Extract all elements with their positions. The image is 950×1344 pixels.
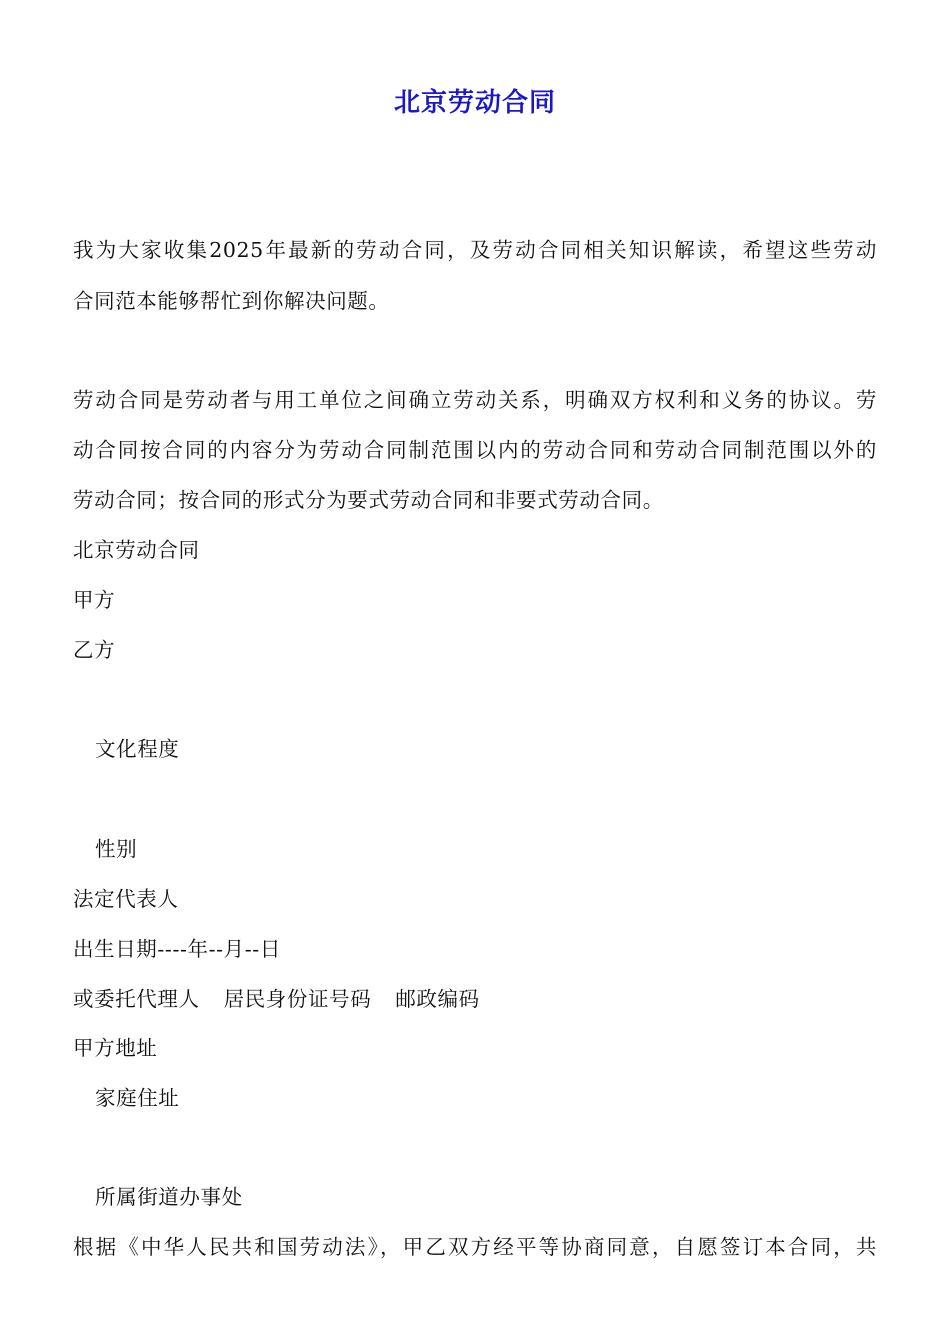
legal-representative-label: 法定代表人 bbox=[73, 887, 179, 911]
party-a-label: 甲方 bbox=[73, 588, 116, 612]
agent-row bbox=[73, 985, 480, 1013]
document-title: 北京劳动合同 bbox=[393, 88, 556, 118]
party-b-label: 乙方 bbox=[73, 638, 116, 662]
street-office-label: 所属街道办事处 bbox=[95, 1185, 243, 1209]
intro-line-2: 合同范本能够帮忙到你解决问题。 bbox=[73, 289, 390, 313]
education-label: 文化程度 bbox=[95, 737, 180, 761]
intro-line-1: 我为大家收集2025年最新的劳动合同，及劳动合同相关知识解读，希望这些劳动 bbox=[73, 238, 877, 262]
definition-line-2: 动合同按合同的内容分为劳动合同制范围以内的劳动合同和劳动合同制范围以外的 bbox=[73, 438, 877, 462]
agent-label: 或委托代理人 bbox=[73, 987, 200, 1011]
definition-line-1: 劳动合同是劳动者与用工单位之间确立劳动关系，明确双方权利和义务的协议。劳 bbox=[73, 388, 877, 412]
id-number-label: 居民身份证号码 bbox=[223, 987, 372, 1011]
postal-code-label: 邮政编码 bbox=[395, 987, 480, 1011]
definition-line-3: 劳动合同；按合同的形式分为要式劳动合同和非要式劳动合同。 bbox=[73, 488, 664, 512]
contract-heading: 北京劳动合同 bbox=[73, 538, 200, 562]
party-a-address-label: 甲方地址 bbox=[73, 1036, 158, 1060]
birth-date-label: 出生日期----年--月--日 bbox=[73, 937, 281, 961]
home-address-label: 家庭住址 bbox=[95, 1086, 180, 1110]
law-basis-line: 根据《中华人民共和国劳动法》，甲乙双方经平等协商同意，自愿签订本合同，共 bbox=[73, 1235, 877, 1259]
gender-label: 性别 bbox=[95, 837, 138, 861]
